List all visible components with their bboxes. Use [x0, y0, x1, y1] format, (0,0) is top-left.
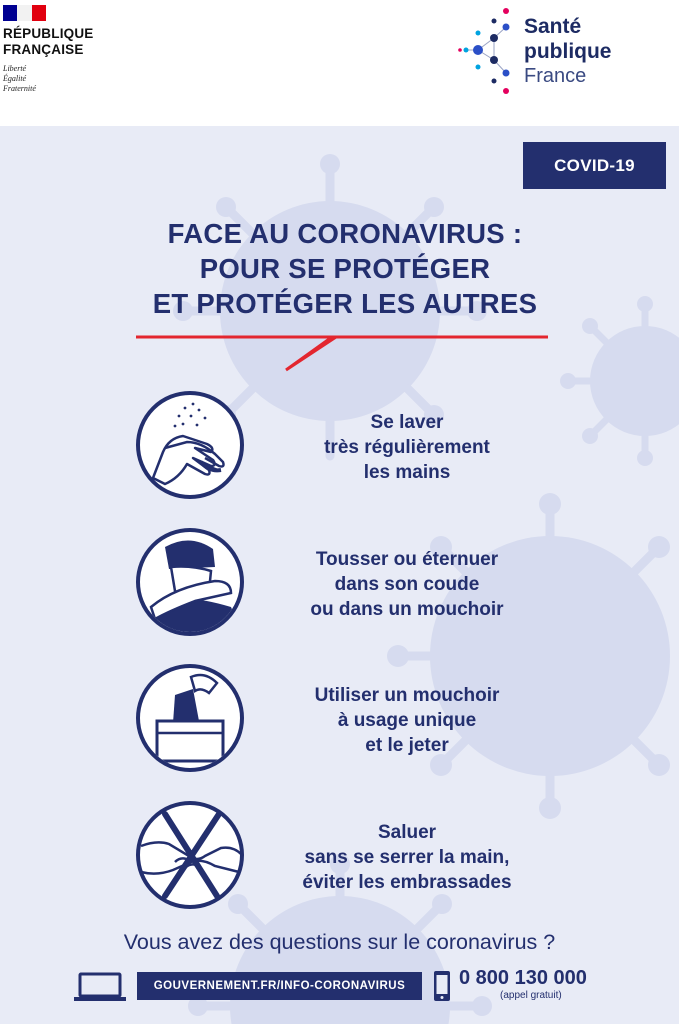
handwashing-icon	[135, 390, 245, 500]
phone-note: (appel gratuit)	[500, 990, 562, 1001]
speech-bubble-underline	[136, 330, 548, 376]
republique-francaise-logo: RÉPUBLIQUE FRANÇAISE	[3, 26, 94, 57]
cough-elbow-icon	[135, 527, 245, 637]
republic-motto: Liberté Égalité Fraternité	[3, 64, 36, 93]
laptop-icon	[72, 972, 128, 1002]
phone-number[interactable]: 0 800 130 000	[459, 967, 587, 989]
covid-badge: COVID-19	[523, 142, 666, 189]
tissue-icon	[135, 663, 245, 773]
step-cough-elbow: Tousser ou éternuer dans son coude ou dans un mouchoir	[310, 549, 504, 620]
step-single-use-tissue: Utiliser un mouchoir à usage unique et le jeter	[314, 685, 500, 756]
sante-publique-molecule-icon	[456, 5, 516, 97]
step-wash-hands: Se laver très régulièrement les mains	[324, 412, 490, 483]
step-no-handshake: Saluer sans se serrer la main, éviter les embrassades	[302, 822, 512, 893]
info-url-link[interactable]: GOUVERNEMENT.FR/INFO-CORONAVIRUS	[137, 972, 422, 1000]
french-flag-icon	[3, 5, 46, 21]
sante-publique-france-logo: Santé publique France	[524, 15, 612, 87]
page-title: FACE AU CORONAVIRUS : POUR SE PROTÉGER ET PROTÉGER LES AUTRES	[152, 218, 538, 319]
questions-line: Vous avez des questions sur le coronavirus ?	[123, 930, 556, 954]
header	[0, 0, 679, 126]
phone-icon	[432, 970, 452, 1002]
no-handshake-icon	[135, 800, 245, 910]
